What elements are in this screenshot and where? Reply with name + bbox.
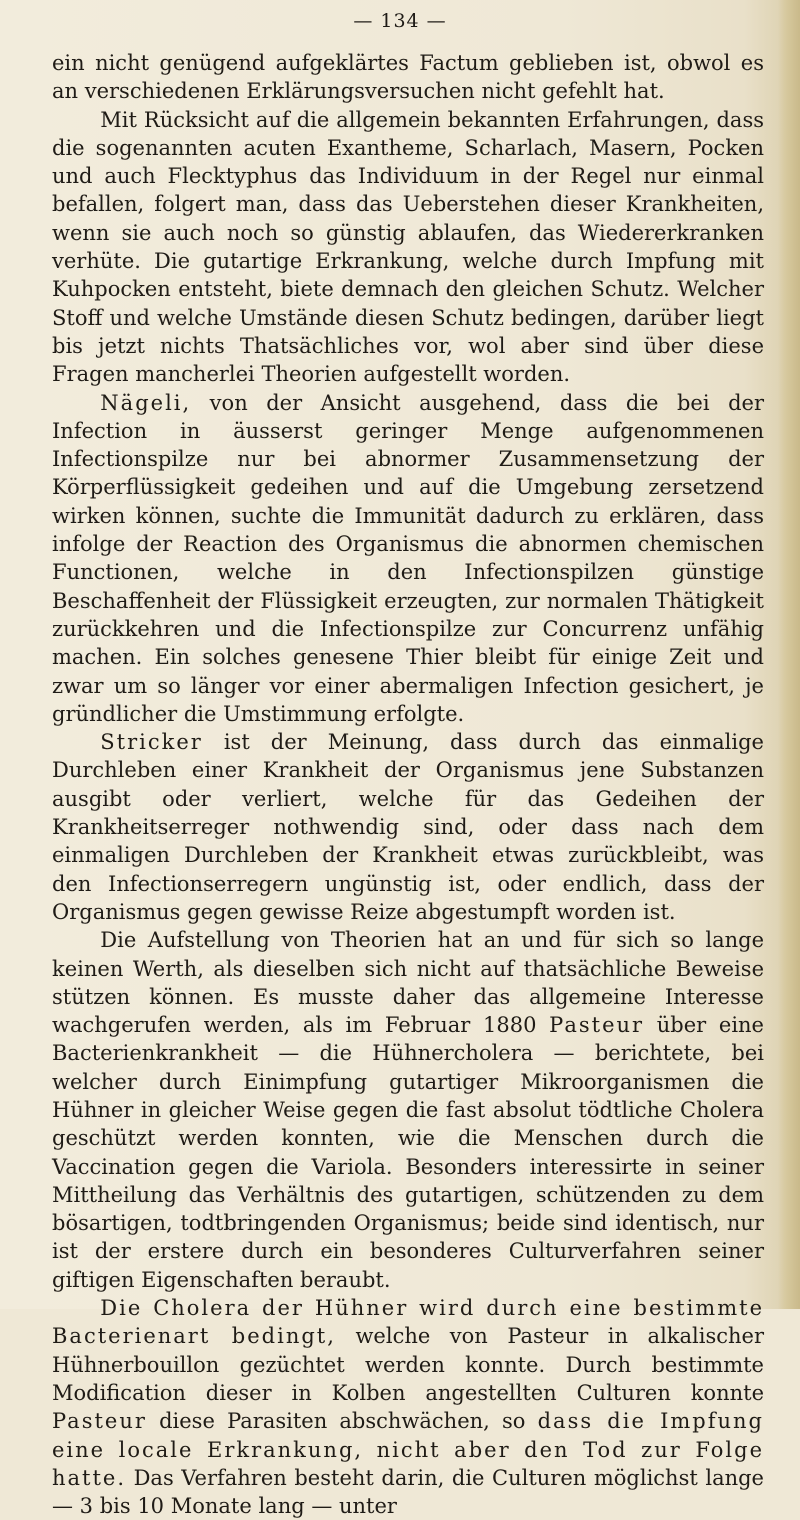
emphasis-impfung: dass die Impfung eine locale Erkrankung, nicht aber den Tod zur Folge hatte. [52,1409,764,1490]
paragraph-4 [52,728,764,926]
paragraph-5-text-a: Die Aufstellung von Theorien hat an und für sich so lange keinen Werth, als dieselben sich nicht auf thatsächliche Beweise stützen können. Es musste daher das allgemeine Interesse wachgerufen werden, als im Februar 1880 [52,928,764,1038]
paragraph-4-text: ist der Meinung, dass durch das einmalige Durchleben einer Krankheit der Organismus jene Substanzen ausgibt oder verliert, welche für das Gedeihen der Krankheitserreger nothwendig sind, oder dass nach dem einmaligen Durchleben der Krankheit etwas zurückbleibt, was den Infectionserregern ungünstig ist, oder endlich, dass der Organismus gegen gewisse Reize abgestumpft worden ist. [52,730,764,924]
paragraph-3-text: von der Ansicht ausgehend, dass die bei der Infection in äusserst geringer Menge aufgenommenen Infectionspilze nur bei abnormer Zusammensetzung der Körperflüssigkeit gedeihen und auf die Umgebung zersetzend wirken können, suchte die Immunität dadurch zu erklären, dass infolge der Reaction des Organismus die abnormen chemischen Functionen, welche in den Infectionspilzen günstige Beschaffenheit der Flüssigkeit erzeugten, zur normalen Thätigkeit zurückkehren und die Infectionspilze zur Concurrenz unfähig machen. Ein solches genesene Thier bleibt für einige Zeit und zwar um so länger vor einer abermaligen Infection gesichert, je gründlicher die Umstimmung erfolgte. [52,390,764,726]
author-name-pasteur: Pasteur [549,1013,645,1038]
paragraph-1: ein nicht genügend aufgeklärtes Factum geblieben ist, obwol es an verschiedenen Erklärungsversuchen nicht gefehlt hat. [52,51,764,104]
paragraph-5 [52,926,764,1294]
author-name-naegeli: Nägeli, [100,390,192,415]
paragraph-5-text-b: über eine Bacterienkrankheit — die Hühnercholera — berichtete, bei welcher durch Einimpfung gutartiger Mikroorganismen die Hühner in gleicher Weise gegen die fast absolut tödtliche Cholera geschützt werden konnten, wie die Menschen durch die Vaccination gegen die Variola. Besonders interessirte in seiner Mittheilung das Verhältnis des gutartigen, schützenden zu dem bösartigen, todtbringenden Organismus; beide sind identisch, nur ist der erstere durch ein besonderes Culturverfahren seiner giftigen Eigenschaften beraubt. [52,1013,764,1292]
page-number: — 134 — [353,10,447,32]
paragraph-6-text-c: Das Verfahren besteht darin, die Culturen möglichst lange — 3 bis 10 Monate lang — unter [52,1465,764,1519]
page-edge-shadow [778,0,800,1309]
emphasis-cholera: Die Cholera der Hühner wird durch eine bestimmte Bacterienart bedingt, [52,1296,764,1349]
paragraph-2: Mit Rücksicht auf die allgemein bekannten Erfahrungen, dass die sogenannten acuten Exantheme, Scharlach, Masern, Pocken und auch Flecktyphus das Individuum in der Regel nur einmal befallen, folgert man, dass das Ueberstehen dieser Krankheiten, wenn sie auch noch so günstig ablaufen, das Wiedererkranken verhüte. Die gutartige Erkrankung, welche durch Impfung mit Kuhpocken entsteht, biete demnach den gleichen Schutz. Welcher Stoff und welche Umstände diesen Schutz bedingen, darüber liegt bis jetzt nichts Thatsächliches vor, wol aber sind über diese Fragen mancherlei Theorien aufgestellt worden. [52,107,764,387]
author-name-stricker: Stricker [100,730,203,755]
paragraph-6 [52,1294,764,1520]
paragraph-6-text-a: welche von Pasteur in alkalischer Hühnerbouillon gezüchtet werden konnte. Durch bestimmte Modification dieser in Kolben angestellten Culturen konnte [52,1324,764,1405]
paragraph-6-text-b: diese Parasiten abschwächen, so [146,1409,538,1434]
paragraph-3 [52,389,764,729]
author-name-pasteur-2: Pasteur [52,1409,147,1434]
body-text [52,49,764,1520]
